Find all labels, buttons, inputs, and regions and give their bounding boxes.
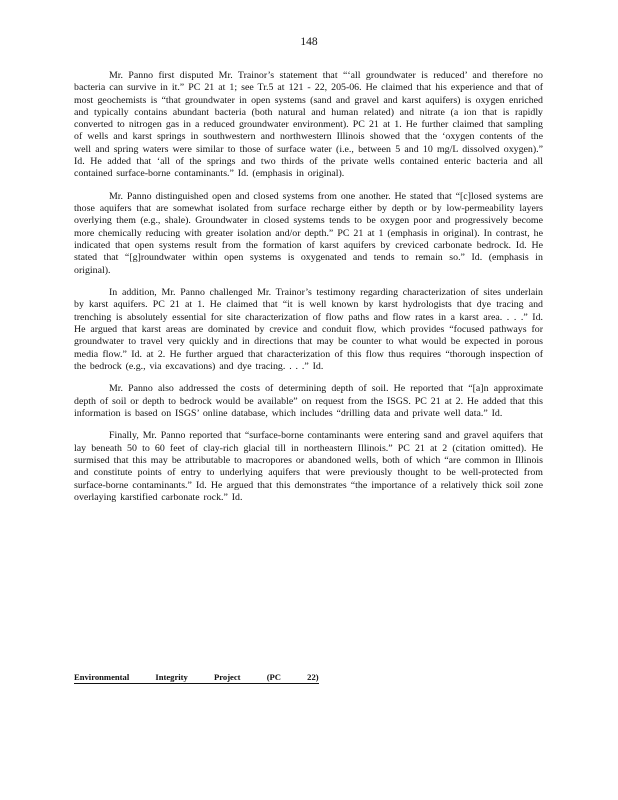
paragraph-open-closed-systems: Mr. Panno distinguished open and closed systems from one another. He stated that “[c]losed systems are those aquifers that are somewhat isolated from surface recharge either by depth or by low-permeability layers overlying them (e.g., shale). Groundwater in closed systems tends to be oxygen poor and progressively become more chemically reducing with greater isolation and/or depth.” PC 21 at 1 (emphasis in original). In contrast, he indicated that open systems result from the formation of karst aquifers by creviced carbonate bedrock. Id. He stated that “[g]roundwater within open systems is oxygenated and tends to remain so.” Id. (emphasis in original). — [74, 190, 543, 276]
paragraph-surface-contaminants: Finally, Mr. Panno reported that “surface-borne contaminants were entering sand and gravel aquifers that lay beneath 50 to 60 feet of clay-rich glacial till in northeastern Illinois.” PC 21 at 2 (citation omitted). He surmised that this may be attributable to macropores or abandoned wells, both of which “are common in Illinois and constitute points of entry to underlying aquifers that were previously thought to be well-protected from surface-borne contaminants.” Id. He argued that this demonstrates “the importance of a relatively thick soil zone overlaying karstified carbonate rock.” Id. — [74, 430, 543, 503]
paragraph-panno-disputes-trainor: Mr. Panno first disputed Mr. Trainor’s statement that “‘all groundwater is reduced’ and therefore no bacteria can survive in it.” PC 21 at 1; see Tr.5 at 121 - 22, 205-06. He claimed that his experience and that of most geochemists is “that groundwater in open systems (sand and gravel and karst aquifers) is oxygen enriched and typically contains abundant bacteria (both natural and human related) and nitrate (a ion that is rapidly converted to nitrogen gas in a reduced groundwater environment). PC 21 at 1. He further claimed that sampling of wells and karst springs in southwestern and northwestern Illinois showed that the ‘oxygen contents of the well and spring waters were similar to those of surface water (i.e., between 5 and 10 mg/L dissolved oxygen).” Id. He added that ‘all of the springs and two thirds of the private wells contained enteric bacteria and all contained surface-borne contaminants.” Id. (emphasis in original). — [74, 70, 543, 180]
paragraph-soil-depth-costs: Mr. Panno also addressed the costs of determining depth of soil. He reported that “[a]n approximate depth of soil or depth to bedrock would be available” on request from the ISGS. PC 21 at 2. He added that this information is based on ISGS’ online database, which includes “drilling data and private well data.” Id. — [74, 383, 543, 419]
body-text — [74, 70, 543, 514]
paragraph-karst-characterization: In addition, Mr. Panno challenged Mr. Trainor’s testimony regarding characterization of sites underlain by karst aquifers. PC 21 at 1. He claimed that “it is well known by karst hydrologists that dye tracing and trenching is absolutely essential for site characterization of flow paths and flow rates in a karst area. . . .” Id. He argued that karst areas are dominated by crevice and conduit flow, which provides “focused pathways for groundwater to travel very quickly and in directions that may be counter to what would be expected in porous media flow.” Id. at 2. He further argued that characterization of this flow thus requires “thorough inspection of the bedrock (e.g., via excavations) and dye tracing. . . .” Id. — [74, 287, 543, 372]
section-heading: Environmental Integrity Project (PC 22) — [74, 672, 319, 682]
page-number: 148 — [300, 36, 318, 48]
